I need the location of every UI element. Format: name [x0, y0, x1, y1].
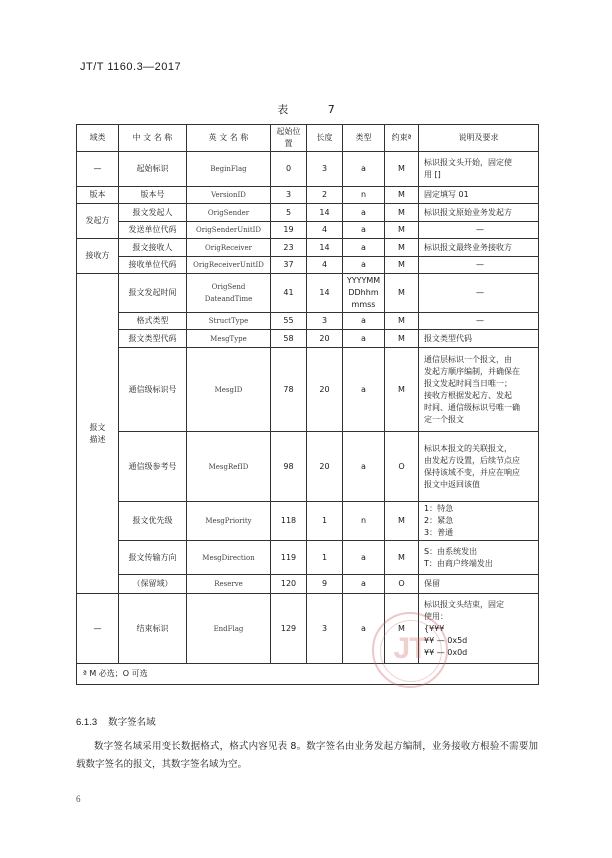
length-cell: 14 [307, 204, 343, 222]
description-cell [419, 204, 539, 222]
type-cell: a [343, 257, 385, 274]
chinese-name-cell: （保留域） [119, 575, 187, 594]
length-cell: 14 [307, 274, 343, 313]
constraint-cell: M [385, 152, 419, 187]
chinese-name-cell: 通信级参考号 [119, 432, 187, 502]
english-name-cell: OrigSend DateandTime [187, 274, 271, 313]
description-line: — [476, 225, 484, 234]
type-cell: n [343, 187, 385, 204]
english-name-cell: MesgPriority [187, 502, 271, 541]
constraint-cell: O [385, 575, 419, 594]
table-row [77, 432, 539, 502]
english-name-cell: StructType [187, 313, 271, 330]
english-name-cell: OrigReceiverUnitID [187, 257, 271, 274]
description-line: 标识本报文的关联报文， [424, 443, 512, 453]
type-cell: a [343, 330, 385, 348]
start-position-cell: 0 [271, 152, 307, 187]
constraint-cell: O [385, 432, 419, 502]
start-position-cell: 119 [271, 541, 307, 575]
page-number: 6 [76, 794, 81, 804]
table-row [77, 541, 539, 575]
description-line: T：由商户终端发出 [424, 558, 493, 568]
chinese-name-cell: 报文发起时间 [119, 274, 187, 313]
start-position-cell: 19 [271, 222, 307, 239]
start-position-cell: 23 [271, 239, 307, 257]
column-header: 英 文 名 称 [187, 125, 271, 152]
description-line: 报文中返回该值 [424, 479, 480, 489]
description-cell [419, 594, 539, 664]
length-cell: 1 [307, 541, 343, 575]
description-line: {¥¥¥ [424, 623, 445, 633]
chinese-name-cell: 结束标识 [119, 594, 187, 664]
constraint-cell: M [385, 222, 419, 239]
length-cell: 4 [307, 222, 343, 239]
constraint-cell: M [385, 313, 419, 330]
description-cell [419, 432, 539, 502]
table-header-row [77, 125, 539, 152]
description-line: 接收方根据发起方、发起 [424, 390, 512, 400]
length-cell: 20 [307, 330, 343, 348]
chinese-name-cell: 报文优先级 [119, 502, 187, 541]
length-cell: 14 [307, 239, 343, 257]
start-position-cell: 55 [271, 313, 307, 330]
type-cell: a [343, 239, 385, 257]
description-cell [419, 502, 539, 541]
description-line: 标识报文头结束，固定 [424, 599, 504, 609]
table-row [77, 594, 539, 664]
description-cell [419, 257, 539, 274]
description-line: 固定填写 01 [424, 190, 469, 199]
description-line: 保持该域不变，并应在响应 [424, 467, 520, 477]
section-title: 数字签名域 [108, 717, 156, 728]
constraint-cell: M [385, 502, 419, 541]
constraint-cell: M [385, 204, 419, 222]
chinese-name-cell: 报文发起人 [119, 204, 187, 222]
column-header: 说明及要求 [419, 125, 539, 152]
table-row [77, 204, 539, 222]
length-cell: 4 [307, 257, 343, 274]
table-row [77, 187, 539, 204]
description-cell [419, 348, 539, 432]
length-cell: 20 [307, 432, 343, 502]
table-row [77, 313, 539, 330]
standard-number: JT/T 1160.3—2017 [80, 61, 182, 73]
constraint-cell: M [385, 239, 419, 257]
section-number: 6.1.3 [76, 717, 98, 728]
start-position-cell: 41 [271, 274, 307, 313]
description-line: — [476, 288, 484, 297]
description-line: — [476, 260, 484, 269]
domain-cell: — [77, 594, 119, 664]
description-line: 1：特急 [424, 504, 454, 513]
description-cell [419, 313, 539, 330]
description-line: 用 [] [424, 170, 441, 179]
constraint-cell: M [385, 594, 419, 664]
type-cell: a [343, 575, 385, 594]
description-line: 时间、通信级标识号唯一确 [424, 402, 520, 412]
table-row [77, 239, 539, 257]
type-cell: YYYYMM DDhhm mmss [343, 274, 385, 313]
chinese-name-cell: 发送单位代码 [119, 222, 187, 239]
type-cell: a [343, 432, 385, 502]
constraint-cell: M [385, 541, 419, 575]
chinese-name-cell: 报文类型代码 [119, 330, 187, 348]
table-row [77, 575, 539, 594]
length-cell: 1 [307, 502, 343, 541]
start-position-cell: 98 [271, 432, 307, 502]
column-header: 域类 [77, 125, 119, 152]
column-header: 长度 [307, 125, 343, 152]
description-line: 由发起方设置，后续节点应 [424, 455, 520, 465]
chinese-name-cell: 格式类型 [119, 313, 187, 330]
description-line: ¥¥ — 0x5d [424, 635, 468, 645]
english-name-cell: Reserve [187, 575, 271, 594]
domain-cell: 接收方 [77, 239, 119, 274]
description-line: — [476, 316, 484, 325]
description-line: 标识报文原始业务发起方 [424, 207, 512, 217]
length-cell: 20 [307, 348, 343, 432]
section-heading [76, 714, 156, 728]
column-header: 起始位置 [271, 125, 307, 152]
table-row [77, 502, 539, 541]
chinese-name-cell: 接收单位代码 [119, 257, 187, 274]
table-footnote-row [77, 664, 539, 685]
column-header: 类型 [343, 125, 385, 152]
description-line: 定一个报文 [424, 414, 464, 424]
table-footnote: ª M 必选；O 可选 [77, 664, 539, 685]
column-header: 中 文 名 称 [119, 125, 187, 152]
description-cell [419, 541, 539, 575]
english-name-cell: OrigSender [187, 204, 271, 222]
constraint-cell: M [385, 330, 419, 348]
start-position-cell: 129 [271, 594, 307, 664]
start-position-cell: 118 [271, 502, 307, 541]
domain-cell: 发起方 [77, 204, 119, 239]
type-cell: a [343, 594, 385, 664]
table-row [77, 257, 539, 274]
constraint-cell: M [385, 348, 419, 432]
description-cell [419, 187, 539, 204]
type-cell: a [343, 541, 385, 575]
description-cell [419, 575, 539, 594]
type-cell: a [343, 204, 385, 222]
domain-cell: — [77, 152, 119, 187]
table-row [77, 222, 539, 239]
start-position-cell: 78 [271, 348, 307, 432]
type-cell: a [343, 313, 385, 330]
english-name-cell: MesgDirection [187, 541, 271, 575]
body-paragraph: 数字签名域采用变长数据格式，格式内容见表 8。数字签名由业务发起方编制，业务接收方根验不需要加载数字签名的报文，其数字签名域为空。 [76, 741, 538, 770]
english-name-cell: MesgID [187, 348, 271, 432]
start-position-cell: 5 [271, 204, 307, 222]
chinese-name-cell: 报文接收人 [119, 239, 187, 257]
length-cell: 3 [307, 313, 343, 330]
english-name-cell: EndFlag [187, 594, 271, 664]
chinese-name-cell: 通信级标识号 [119, 348, 187, 432]
description-line: 2：紧急 [424, 516, 454, 525]
english-name-cell: OrigReceiver [187, 239, 271, 257]
description-line: 标识报文头开始，固定使 [424, 158, 512, 167]
description-cell [419, 330, 539, 348]
chinese-name-cell: 版本号 [119, 187, 187, 204]
english-name-cell: OrigSenderUnitID [187, 222, 271, 239]
constraint-cell: M [385, 187, 419, 204]
constraint-cell: M [385, 274, 419, 313]
length-cell: 3 [307, 594, 343, 664]
type-cell: a [343, 152, 385, 187]
english-name-cell: BeginFlag [187, 152, 271, 187]
start-position-cell: 37 [271, 257, 307, 274]
description-cell [419, 239, 539, 257]
length-cell: 3 [307, 152, 343, 187]
table-row [77, 348, 539, 432]
chinese-name-cell: 起始标识 [119, 152, 187, 187]
description-cell [419, 274, 539, 313]
english-name-cell: MesgRefID [187, 432, 271, 502]
table-caption: 表 7 [277, 103, 353, 116]
constraint-cell: M [385, 257, 419, 274]
domain-cell: 版本 [77, 187, 119, 204]
description-line: S：由系统发出 [424, 546, 478, 556]
description-line: 标识报文最终业务接收方 [424, 242, 512, 252]
description-line: 发起方顺序编制，并确保在 [424, 366, 520, 376]
length-cell: 9 [307, 575, 343, 594]
description-line: 通信层标识一个报文，由 [424, 354, 512, 364]
description-line: 报文类型代码 [424, 333, 472, 343]
description-line: 3：普通 [424, 528, 454, 537]
type-cell: n [343, 502, 385, 541]
description-line: 保留 [424, 579, 440, 588]
table-row [77, 274, 539, 313]
start-position-cell: 3 [271, 187, 307, 204]
description-cell [419, 222, 539, 239]
domain-cell: 报文 描述 [77, 274, 119, 594]
english-name-cell: MesgType [187, 330, 271, 348]
message-header-table [76, 124, 539, 685]
description-line: ¥¥ — 0x0d [424, 647, 468, 657]
description-cell [419, 152, 539, 187]
english-name-cell: VersionID [187, 187, 271, 204]
seal-letters: JT [393, 632, 427, 665]
length-cell: 2 [307, 187, 343, 204]
chinese-name-cell: 报文传输方向 [119, 541, 187, 575]
description-line: 报文发起时间当日唯一； [424, 378, 512, 388]
start-position-cell: 58 [271, 330, 307, 348]
type-cell: a [343, 348, 385, 432]
table-row [77, 152, 539, 187]
column-header: 约束ª [385, 125, 419, 152]
type-cell: a [343, 222, 385, 239]
table-row [77, 330, 539, 348]
start-position-cell: 120 [271, 575, 307, 594]
description-line: 使用： [424, 611, 448, 621]
